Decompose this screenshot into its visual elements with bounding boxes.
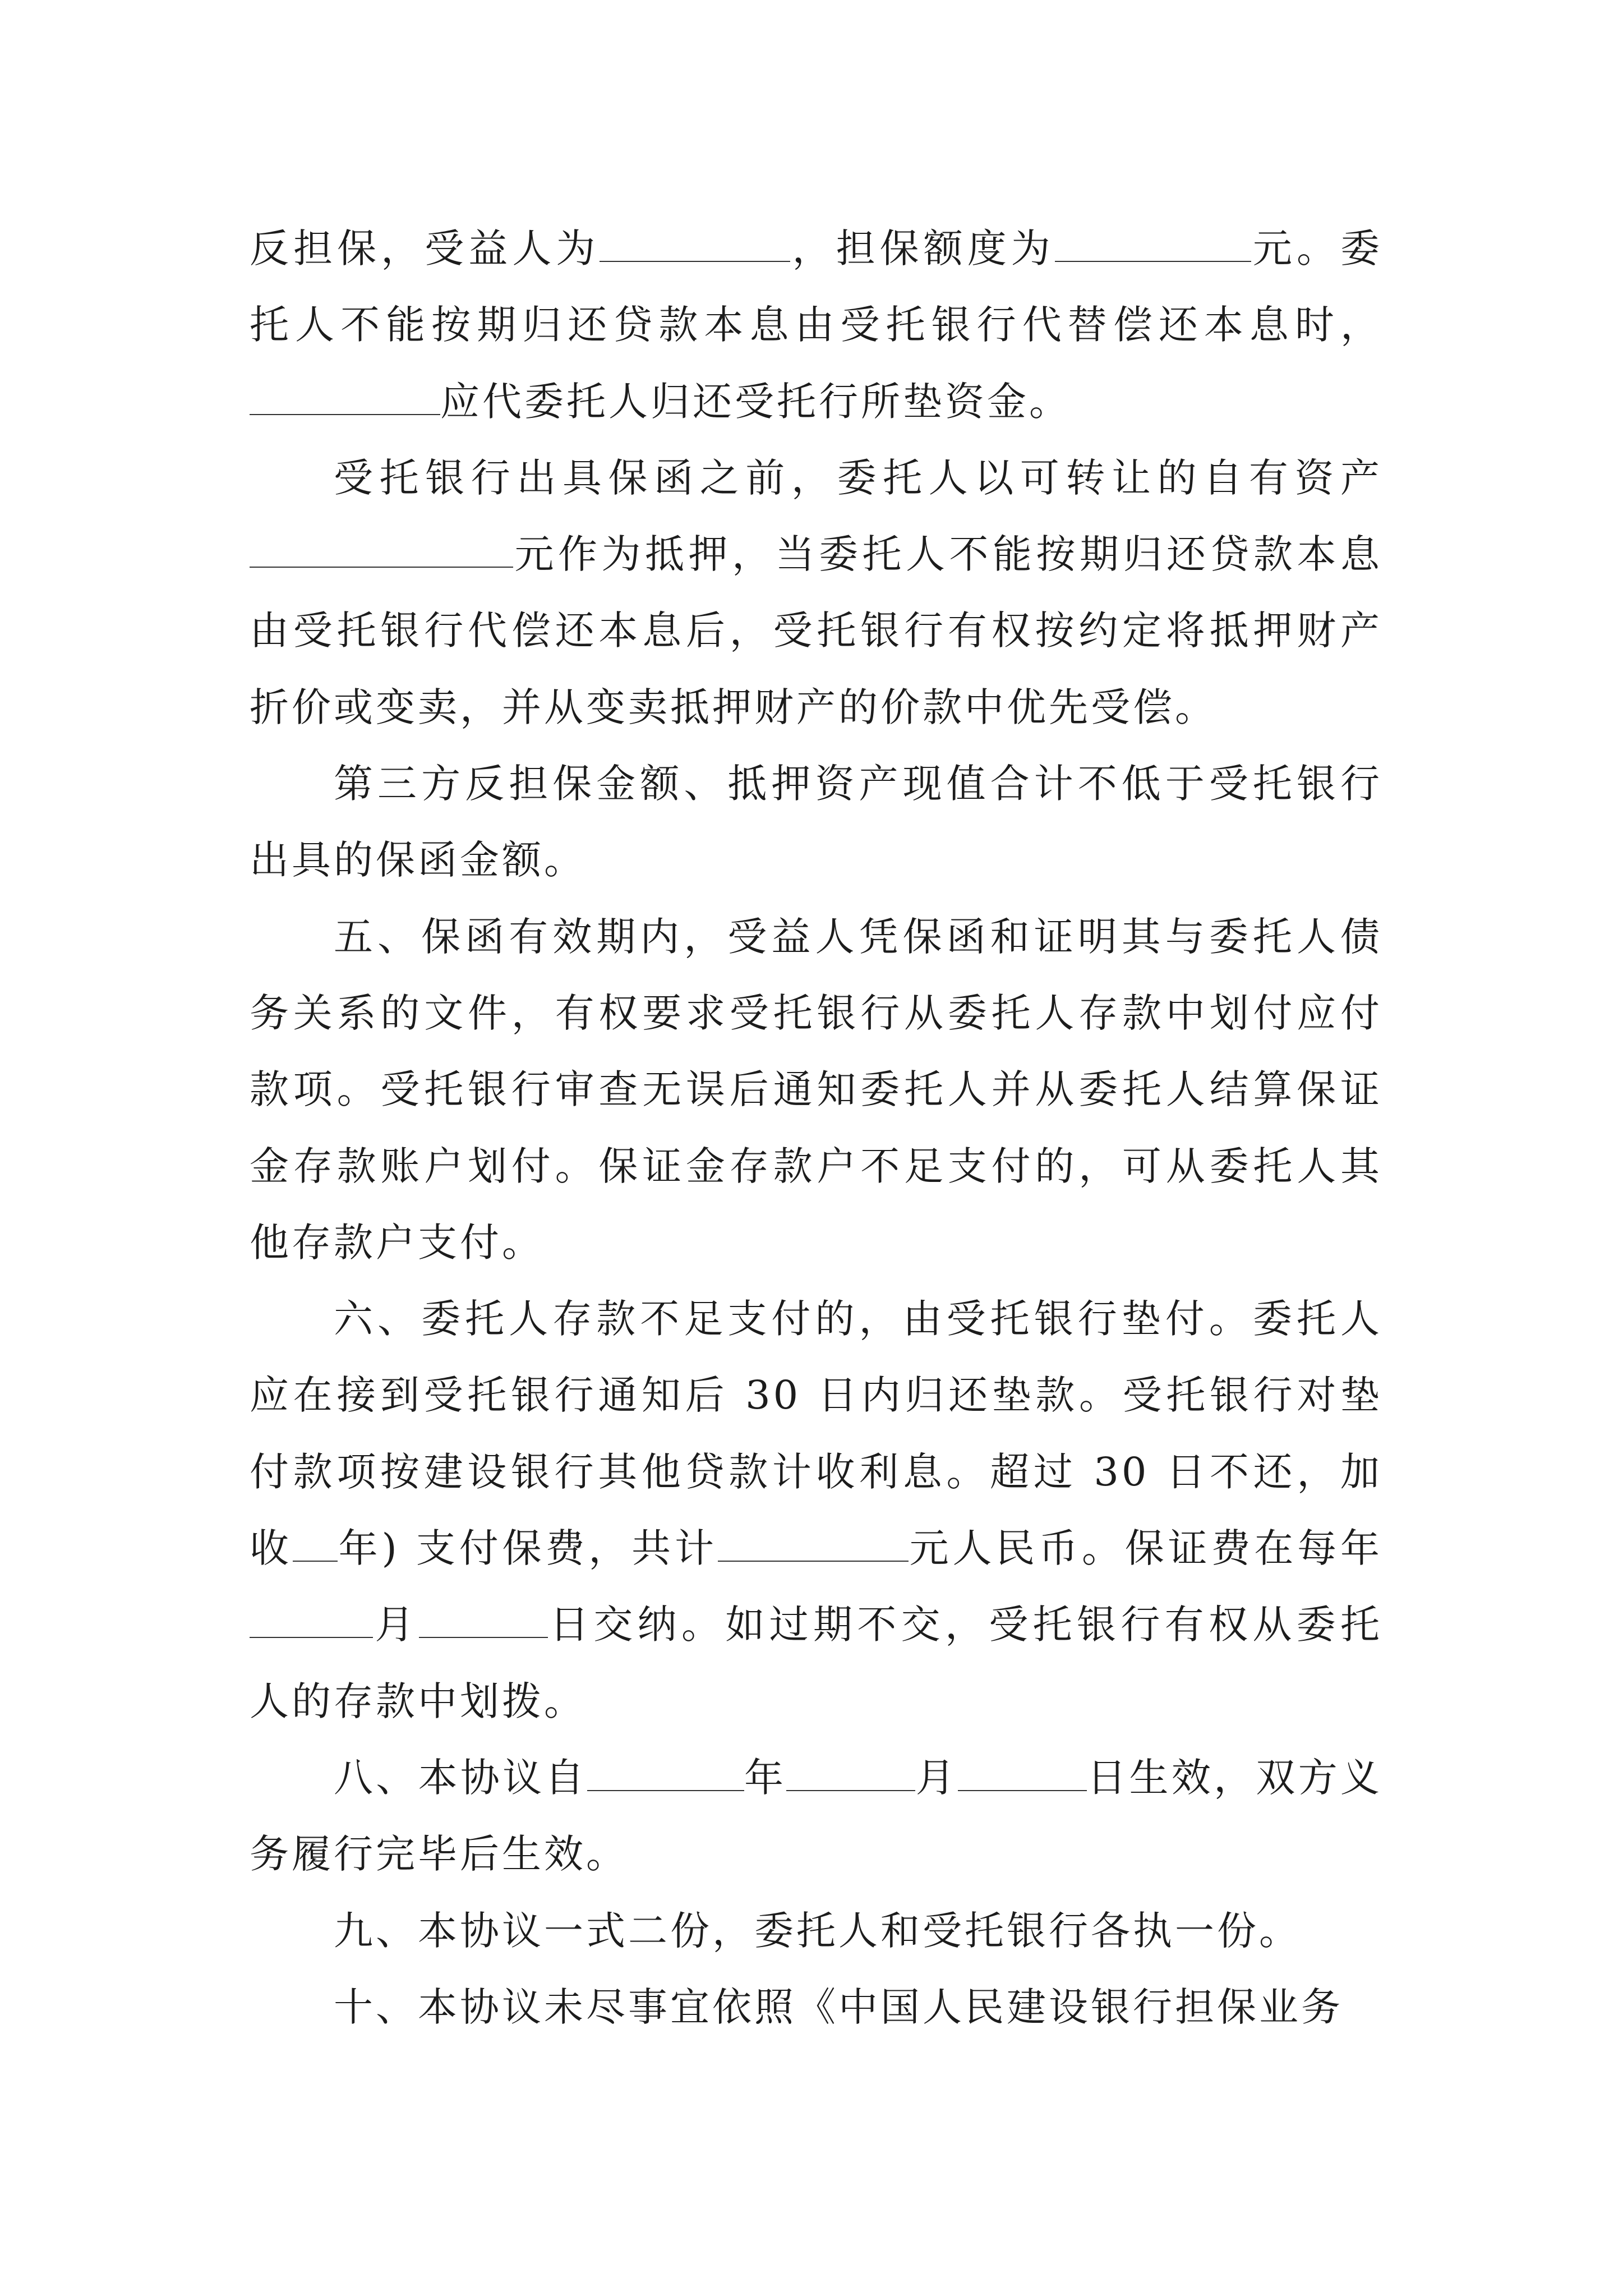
fill-in-blank <box>1055 226 1251 262</box>
paragraph-text: 五、保函有效期内，受益人凭保函和证明其与委托人债务关系的文件，有权要求受托银行从委托人存款中划付应付款项。受托银行审查无误后通知委托人并从委托人结算保证金存款账户划付。保证金存款户不足支付的，可从委托人其他存款户支付。 <box>250 913 1382 1266</box>
paragraph-text: 九、本协议一式二份，委托人和受托银行各执一份。 <box>334 1907 1301 1954</box>
paragraph-text: 月 <box>373 1602 419 1648</box>
paragraph-text: 元作为抵押，当委托人不能按期归还贷款本息由受托银行代偿还本息后，受托银行有权按约定将抵押财产折价或变卖，并从变卖抵押财产的价款中优先受偿。 <box>250 531 1382 730</box>
paragraph <box>250 1893 1382 1969</box>
paragraph-text: 年) 支付保费，共计 <box>337 1525 718 1572</box>
paragraph-text: 应代委托人归还受托行所垫资金。 <box>440 378 1071 425</box>
paragraph-text: 日生效，双方义务履行完毕后生效。 <box>250 1754 1383 1878</box>
fill-in-blank <box>786 1755 915 1791</box>
paragraph-text: 元。委托人不能按期归还贷款本息由受托银行代替偿还本息时， <box>250 226 1383 348</box>
fill-in-blank <box>718 1525 909 1562</box>
fill-in-blank <box>587 1755 744 1791</box>
paragraph-text: 六、委托人存款不足支付的，由受托银行垫付。委托人应在接到受托银行通知后 30 日内归还垫款。受托银行对垫付款项按建设银行其他贷款计收利息。超过 30 日不还，加收 <box>250 1296 1382 1572</box>
fill-in-blank <box>958 1755 1087 1791</box>
paragraph-text: 月 <box>915 1754 958 1801</box>
paragraph <box>250 1281 1382 1740</box>
paragraph-text: ，担保额度为 <box>790 226 1055 272</box>
fill-in-blank <box>250 1602 373 1638</box>
paragraph <box>250 1740 1382 1893</box>
paragraph-text: 反担保，受益人为 <box>250 226 600 272</box>
paragraph <box>250 440 1382 746</box>
paragraph-text: 年 <box>744 1754 787 1801</box>
paragraph <box>250 746 1382 899</box>
paragraph-text: 八、本协议自 <box>334 1754 587 1801</box>
fill-in-blank <box>250 379 440 415</box>
paragraph-text: 十、本协议未尽事宜依照《中国人民建设银行担保业务 <box>334 1984 1343 2030</box>
paragraph-text: 日交纳。如过期不交，受托银行有权从委托人的存款中划拨。 <box>250 1602 1383 1724</box>
fill-in-blank <box>419 1602 548 1638</box>
paragraph <box>250 1969 1382 2045</box>
paragraph-text: 元人民币。保证费在每年 <box>908 1525 1383 1572</box>
paragraph <box>250 899 1382 1281</box>
fill-in-blank <box>250 531 513 568</box>
paragraph <box>250 210 1382 440</box>
document-body <box>250 210 1382 2045</box>
fill-in-blank <box>600 226 790 262</box>
paragraph-text: 受托银行出具保函之前，委托人以可转让的自有资产 <box>334 454 1382 501</box>
paragraph-text: 第三方反担保金额、抵押资产现值合计不低于受托银行出具的保函金额。 <box>250 761 1382 884</box>
fill-in-blank <box>293 1525 338 1562</box>
